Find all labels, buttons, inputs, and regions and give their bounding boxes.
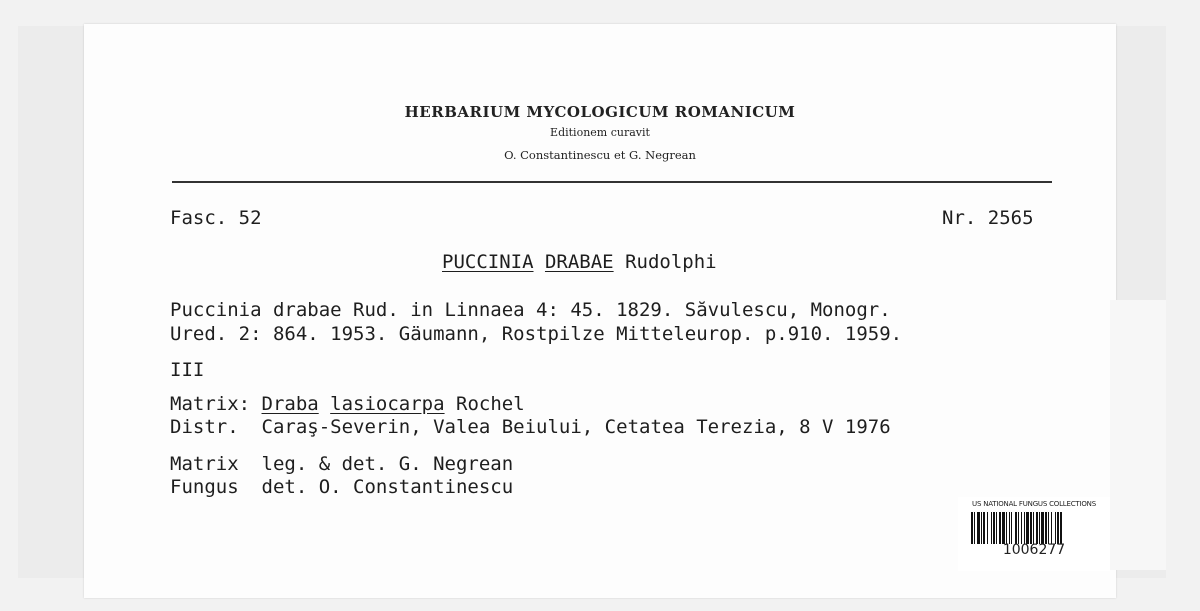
barcode-bar <box>971 512 973 544</box>
barcode-bar <box>1048 512 1049 544</box>
spore-stage: III <box>170 359 205 381</box>
citation-line-2: Ured. 2: 864. 1953. Gäumann, Rostpilze Mitteleurop. p.910. 1959. <box>170 323 903 345</box>
matrix-author: Rochel <box>456 393 525 415</box>
species-epithet: DRABAE <box>544 251 614 273</box>
barcode-bar <box>999 512 1001 544</box>
species-genus: PUCCINIA <box>442 251 534 273</box>
barcode-bar <box>991 512 992 544</box>
barcode-bar <box>1045 512 1047 544</box>
barcode-bar <box>1018 512 1019 544</box>
specimen-number: Nr. 2565 <box>942 207 1034 229</box>
matrix-label: Matrix: <box>170 393 262 415</box>
barcode-bar <box>1051 512 1052 544</box>
distribution-label: Distr. <box>170 416 262 438</box>
barcode-bar <box>983 512 985 544</box>
herbarium-title: HERBARIUM MYCOLOGICUM ROMANICUM <box>404 103 796 121</box>
barcode-bar <box>1036 512 1038 544</box>
barcode-bar <box>1055 512 1056 544</box>
barcode-bar <box>977 512 980 544</box>
matrix-collector: Matrix leg. & det. G. Negrean <box>170 453 514 475</box>
barcode-label <box>958 497 1110 571</box>
barcode-bar <box>1024 512 1025 544</box>
citation-line-1: Puccinia drabae Rud. in Linnaea 4: 45. 1829. Săvulescu, Monogr. <box>170 299 891 321</box>
fascicle: Fasc. 52 <box>170 207 262 229</box>
barcode-bar <box>993 512 995 544</box>
barcode-bars <box>971 512 1099 544</box>
matrix-line <box>170 392 525 416</box>
barcode-bar <box>981 512 982 544</box>
matrix-epithet: lasiocarpa <box>330 393 445 415</box>
herbarium-subtitle: Editionem curavit <box>550 126 650 139</box>
barcode-bar <box>1057 512 1059 544</box>
distribution-text: Caraş-Severin, Valea Beiului, Cetatea Terezia, 8 V 1976 <box>261 416 891 438</box>
barcode-bar <box>1060 512 1062 544</box>
fungus-determiner: Fungus det. O. Constantinescu <box>170 476 514 498</box>
barcode-bar <box>1041 512 1044 544</box>
matrix-genus: Draba <box>261 393 319 415</box>
barcode-bar <box>1011 512 1012 544</box>
barcode-bar <box>1002 512 1005 544</box>
label-header <box>170 100 1030 168</box>
barcode-bar <box>1039 512 1040 544</box>
header-rule <box>172 181 1052 183</box>
barcode-bar <box>1033 512 1034 544</box>
barcode-bar <box>1021 512 1022 544</box>
barcode-number: 1006277 <box>1002 542 1066 558</box>
barcode-bar <box>1026 512 1029 544</box>
distribution-line <box>170 415 891 439</box>
barcode-title: US NATIONAL FUNGUS COLLECTIONS <box>972 500 1096 508</box>
barcode-bar <box>974 512 975 544</box>
barcode-bar <box>996 512 997 544</box>
label-tab <box>1110 300 1166 570</box>
species-name <box>442 250 717 274</box>
herbarium-editors: O. Constantinescu et G. Negrean <box>504 148 696 162</box>
barcode-bar <box>1015 512 1017 544</box>
barcode-bar <box>1009 512 1010 544</box>
barcode-bar <box>1030 512 1032 544</box>
barcode-bar <box>987 512 988 544</box>
species-author: Rudolphi <box>625 251 717 273</box>
barcode-bar <box>1006 512 1007 544</box>
